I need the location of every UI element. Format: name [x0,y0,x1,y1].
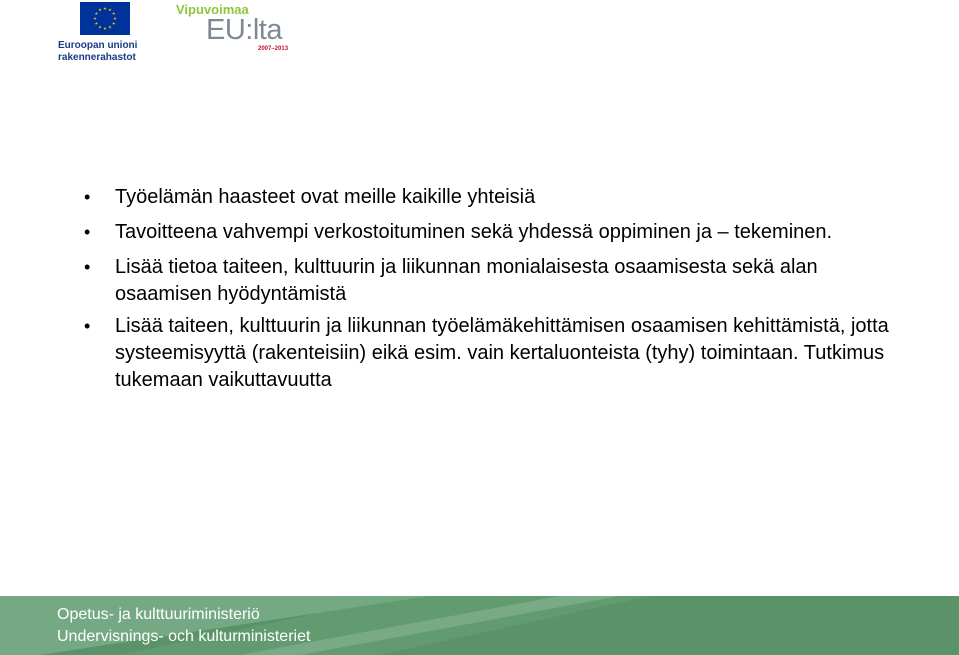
eu-logo [58,2,138,62]
footer-banner [0,596,959,655]
bullet-item [84,313,904,394]
vipuvoimaa-logo [176,2,301,57]
vipuvoimaa-title: Vipuvoimaa [176,2,249,17]
bullet-icon: • [84,187,91,207]
ministry-name-swedish: Undervisnings- och kulturministeriet [57,628,311,645]
bullet-icon: • [84,316,91,336]
ministry-name-finnish: Opetus- ja kulttuuriministeriö [57,606,260,623]
vipuvoimaa-main-text: EU:lta [206,14,282,46]
bullet-text: Tavoitteena vahvempi verkostoituminen sekä yhdessä oppiminen ja – tekeminen. [115,221,833,243]
eu-logo-text-line2: rakennerahastot [58,52,136,63]
bullet-text: Työelämän haasteet ovat meille kaikille yhteisiä [115,186,536,208]
vipuvoimaa-years: 2007–2013 [258,46,289,52]
bullet-item [84,184,904,211]
bullet-list [84,184,904,394]
bullet-item [84,254,904,308]
eu-flag-icon [80,2,130,35]
bullet-icon: • [84,257,91,277]
footer-stripes-decoration [0,596,959,655]
bullet-text: Lisää tietoa taiteen, kulttuurin ja liikunnan monialaisesta osaamisesta sekä alan osaamisen hyödyntämistä [115,256,818,305]
bullet-icon: • [84,222,91,242]
eu-logo-text-line1: Euroopan unioni [58,40,138,51]
bullet-text: Lisää taiteen, kulttuurin ja liikunnan työelämäkehittämisen osaamisen kehittämistä, jotta systeemisyyttä (rakenteisiin) eikä esim. vain kertaluonteista (tyhy) toimintaan. Tutkimus tukemaan vaikuttavuutta [115,315,889,391]
bullet-item [84,219,904,246]
